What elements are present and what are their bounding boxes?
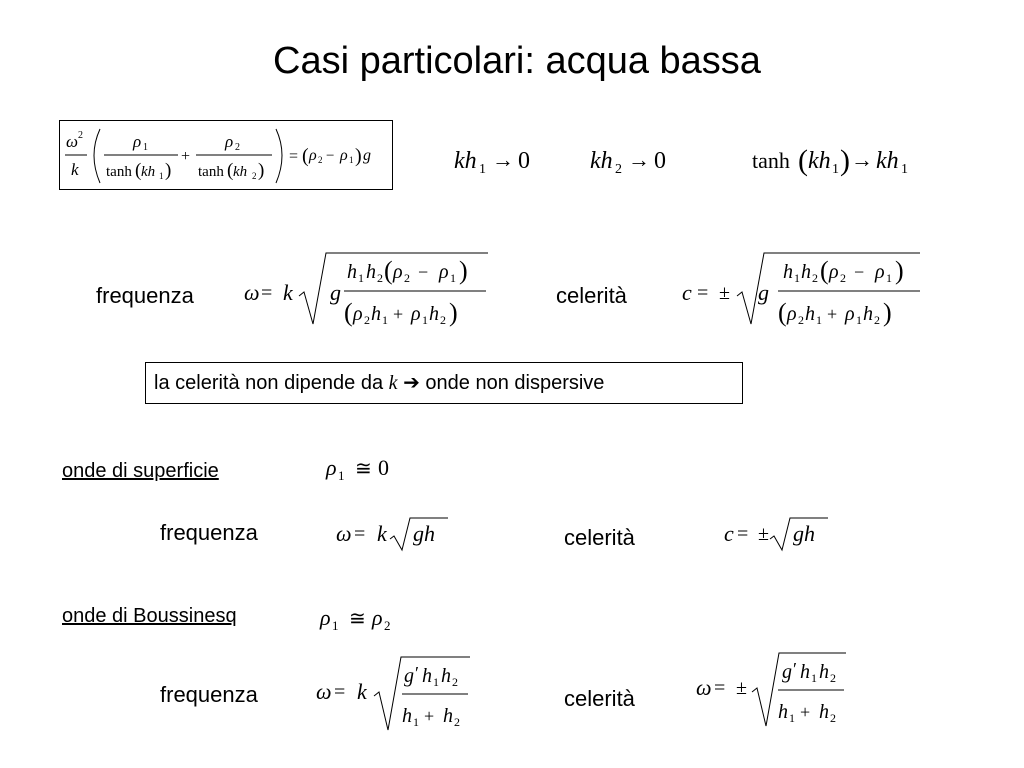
- svg-text:+: +: [393, 304, 404, 324]
- svg-text:ρ: ρ: [411, 303, 421, 325]
- svg-text:1: 1: [413, 715, 419, 729]
- note-text-before: la celerità non dipende da: [154, 372, 384, 394]
- svg-text:−: −: [326, 148, 335, 164]
- svg-text:1: 1: [450, 271, 456, 285]
- svg-text:(: (: [798, 144, 808, 177]
- svg-text:1: 1: [832, 162, 839, 177]
- svg-text:): ): [883, 298, 892, 327]
- svg-text:1: 1: [433, 675, 439, 689]
- general-freq-label: frequenza: [96, 283, 194, 308]
- svg-text:=: =: [261, 282, 273, 304]
- svg-text:0: 0: [518, 148, 530, 174]
- svg-text:2: 2: [252, 171, 257, 181]
- svg-text:2: 2: [404, 271, 410, 285]
- arrow-right-icon: ➔: [403, 372, 420, 394]
- svg-text:(: (: [302, 145, 309, 167]
- surface-waves-heading: onde di superficie: [62, 460, 219, 482]
- svg-text:h: h: [371, 303, 381, 325]
- svg-text:=: =: [714, 677, 726, 699]
- svg-text:g: g: [758, 280, 769, 305]
- note-text-after: onde non dispersive: [425, 372, 605, 394]
- svg-text:2: 2: [452, 675, 458, 689]
- svg-text:kh: kh: [590, 148, 613, 174]
- svg-text:1: 1: [479, 162, 486, 177]
- svg-text:→: →: [851, 147, 873, 172]
- svg-text:g: g: [782, 661, 792, 683]
- surface-condition: [322, 450, 402, 486]
- svg-text:ω: ω: [316, 679, 332, 704]
- svg-text:0: 0: [378, 455, 389, 480]
- svg-text:ω: ω: [244, 280, 260, 305]
- svg-text:2: 2: [812, 271, 818, 285]
- surface-cel-formula: [720, 512, 835, 552]
- limit-kh1: [452, 140, 552, 180]
- svg-text:1: 1: [794, 271, 800, 285]
- svg-text:): ): [258, 160, 265, 181]
- svg-text:2: 2: [318, 155, 323, 165]
- svg-text:2: 2: [235, 142, 240, 153]
- svg-text:h: h: [366, 261, 376, 283]
- boussinesq-freq-formula: [312, 652, 477, 734]
- boussinesq-cel-formula: [692, 648, 852, 730]
- limit-tanh: [750, 136, 930, 182]
- svg-text:kh: kh: [454, 148, 477, 174]
- svg-text:2: 2: [874, 313, 880, 327]
- svg-text:): ): [895, 256, 904, 285]
- svg-text:ρ: ρ: [393, 261, 403, 283]
- svg-text:=: =: [334, 681, 346, 703]
- general-freq-formula: [240, 248, 500, 332]
- svg-text:(: (: [820, 256, 829, 285]
- svg-text:=: =: [697, 282, 709, 304]
- svg-text:g: g: [330, 280, 341, 305]
- svg-text:h: h: [347, 261, 357, 283]
- svg-text:2: 2: [454, 715, 460, 729]
- svg-text:≅: ≅: [349, 608, 366, 630]
- surface-freq-formula: [332, 512, 457, 552]
- svg-text:+: +: [181, 148, 191, 165]
- svg-text:h: h: [863, 303, 873, 325]
- svg-text:kh: kh: [233, 164, 248, 180]
- svg-text:1: 1: [159, 171, 164, 181]
- svg-text:g: g: [404, 665, 414, 687]
- svg-text:ρ: ρ: [326, 455, 337, 480]
- svg-text:kh: kh: [876, 148, 899, 174]
- svg-text:h: h: [778, 701, 788, 723]
- svg-text:ρ: ρ: [372, 605, 383, 630]
- svg-text:±: ±: [736, 677, 747, 699]
- svg-text:k: k: [71, 160, 79, 179]
- svg-text:ρ: ρ: [439, 261, 449, 283]
- svg-text:h: h: [443, 705, 453, 727]
- slide-title: Casi particolari: acqua bassa: [273, 40, 761, 82]
- svg-text:−: −: [418, 262, 429, 282]
- svg-text:1: 1: [358, 271, 364, 285]
- svg-text:1: 1: [382, 313, 388, 327]
- svg-text:ρ: ρ: [829, 261, 839, 283]
- svg-text:1: 1: [338, 468, 345, 483]
- svg-text:): ): [459, 256, 468, 285]
- svg-text:k: k: [283, 280, 293, 305]
- svg-text:h: h: [422, 665, 432, 687]
- svg-text:g: g: [363, 147, 371, 164]
- svg-text:(: (: [135, 160, 142, 181]
- svg-text:′: ′: [415, 663, 419, 683]
- svg-text:ρ: ρ: [133, 132, 142, 151]
- svg-text:+: +: [424, 706, 435, 726]
- svg-text:h: h: [402, 705, 412, 727]
- svg-text:kh: kh: [141, 164, 156, 180]
- svg-text:0: 0: [654, 148, 666, 174]
- surface-freq-label: frequenza: [160, 520, 258, 545]
- limit-kh2: [588, 140, 688, 180]
- svg-text:h: h: [805, 303, 815, 325]
- svg-text:): ): [355, 145, 362, 167]
- general-cel-formula: [678, 248, 928, 332]
- svg-text:2: 2: [830, 711, 836, 725]
- svg-text:1: 1: [143, 142, 148, 153]
- note-var-k: k: [388, 372, 398, 394]
- svg-text:1: 1: [901, 162, 908, 177]
- svg-text:h: h: [800, 661, 810, 683]
- svg-text:c: c: [682, 280, 692, 305]
- svg-text:h: h: [819, 661, 829, 683]
- svg-text:ρ: ρ: [225, 132, 234, 151]
- svg-text:1: 1: [789, 711, 795, 725]
- svg-text:±: ±: [719, 282, 730, 304]
- svg-text:ρ: ρ: [353, 303, 363, 325]
- svg-text:=: =: [289, 148, 299, 165]
- svg-text:ρ: ρ: [320, 605, 331, 630]
- svg-text:ρ: ρ: [875, 261, 885, 283]
- svg-text:(: (: [227, 160, 234, 181]
- svg-text:2: 2: [615, 162, 622, 177]
- svg-text:1: 1: [856, 313, 862, 327]
- general-cel-label: celerità: [556, 283, 627, 308]
- svg-text:): ): [449, 298, 458, 327]
- dispersion-relation-box: [59, 120, 393, 190]
- svg-text:≅: ≅: [355, 458, 372, 480]
- svg-text:+: +: [800, 702, 811, 722]
- svg-text:ω: ω: [696, 675, 712, 700]
- boussinesq-freq-label: frequenza: [160, 682, 258, 707]
- svg-text:1: 1: [886, 271, 892, 285]
- svg-text:1: 1: [349, 155, 354, 165]
- svg-text:h: h: [429, 303, 439, 325]
- svg-text:gh: gh: [413, 521, 435, 546]
- svg-text:ω: ω: [66, 132, 79, 151]
- svg-text:): ): [165, 160, 172, 181]
- svg-text:tanh: tanh: [752, 148, 790, 173]
- svg-text:kh: kh: [808, 148, 831, 174]
- svg-text:′: ′: [793, 659, 797, 679]
- svg-text:+: +: [827, 304, 838, 324]
- svg-text:2: 2: [384, 618, 391, 633]
- svg-text:ρ: ρ: [340, 147, 348, 164]
- svg-text:tanh: tanh: [106, 164, 132, 180]
- svg-text:h: h: [783, 261, 793, 283]
- svg-text:c: c: [724, 521, 734, 546]
- svg-text:1: 1: [816, 313, 822, 327]
- svg-text:h: h: [819, 701, 829, 723]
- svg-text:): ): [840, 144, 850, 177]
- boussinesq-waves-heading: onde di Boussinesq: [62, 605, 237, 627]
- svg-text:2: 2: [798, 313, 804, 327]
- svg-text:ρ: ρ: [787, 303, 797, 325]
- svg-text:2: 2: [364, 313, 370, 327]
- svg-text:k: k: [357, 679, 367, 704]
- svg-text:ρ: ρ: [309, 147, 317, 164]
- svg-text:±: ±: [758, 523, 769, 545]
- svg-text:−: −: [854, 262, 865, 282]
- svg-text:h: h: [441, 665, 451, 687]
- svg-text:=: =: [354, 523, 366, 545]
- dispersion-relation-formula: [60, 121, 392, 189]
- svg-text:2: 2: [840, 271, 846, 285]
- svg-text:ω: ω: [336, 521, 352, 546]
- svg-text:tanh: tanh: [198, 164, 224, 180]
- svg-text:→: →: [492, 147, 514, 172]
- svg-text:2: 2: [830, 671, 836, 685]
- svg-text:1: 1: [332, 618, 339, 633]
- svg-text:ρ: ρ: [845, 303, 855, 325]
- svg-text:k: k: [377, 521, 387, 546]
- svg-text:h: h: [801, 261, 811, 283]
- svg-text:(: (: [344, 298, 353, 327]
- svg-text:(: (: [778, 298, 787, 327]
- boussinesq-condition: [316, 600, 406, 636]
- svg-text:gh: gh: [793, 521, 815, 546]
- svg-text:2: 2: [78, 130, 83, 141]
- svg-text:1: 1: [811, 671, 817, 685]
- svg-text:2: 2: [440, 313, 446, 327]
- svg-text:→: →: [628, 147, 650, 172]
- boussinesq-cel-label: celerità: [564, 686, 635, 711]
- svg-text:(: (: [384, 256, 393, 285]
- svg-text:2: 2: [377, 271, 383, 285]
- surface-cel-label: celerità: [564, 525, 635, 550]
- svg-text:1: 1: [422, 313, 428, 327]
- non-dispersive-note: [145, 362, 743, 404]
- svg-text:=: =: [737, 523, 749, 545]
